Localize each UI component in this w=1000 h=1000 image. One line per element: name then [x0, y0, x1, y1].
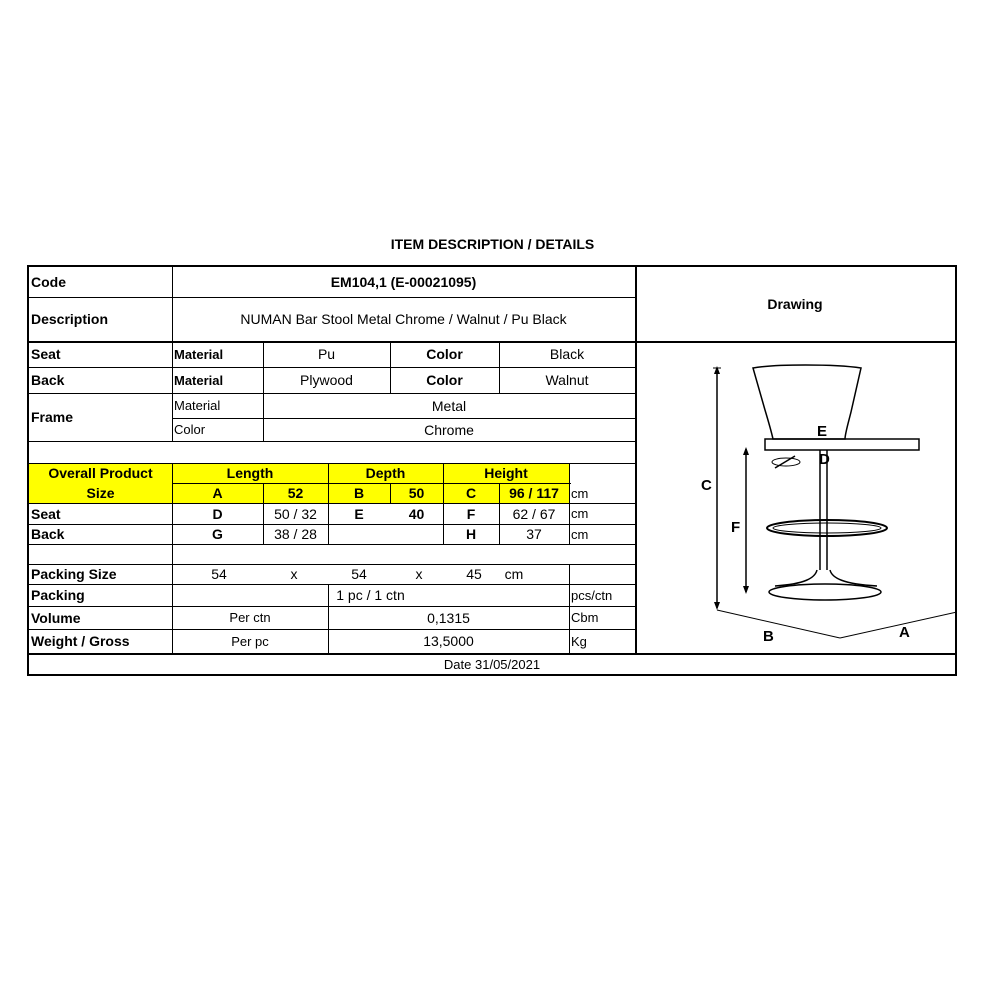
seat-material-value: Pu [317, 346, 336, 362]
seat-material-label: Material [174, 346, 224, 362]
dim-a-value: 52 [287, 485, 304, 501]
dim-b-value: 50 [408, 485, 425, 501]
back-material-label: Material [174, 372, 224, 388]
weight-label: Weight / Gross [31, 633, 130, 649]
dim-f-value: 62 / 67 [512, 505, 556, 522]
code-label: Code [31, 274, 66, 290]
frame-color-label: Color [174, 422, 206, 437]
sheet-title: ITEM DESCRIPTION / DETAILS [390, 236, 595, 252]
dim-g-value: 38 / 28 [274, 526, 317, 542]
date-text: Date 31/05/2021 [443, 657, 541, 672]
back-label: Back [31, 372, 65, 388]
letter-d: D [819, 451, 830, 468]
frame-material-value: Metal [431, 397, 467, 414]
height-label: Height [484, 465, 528, 481]
dim-c-value: 96 / 117 [509, 485, 559, 501]
volume-label: Volume [31, 609, 81, 626]
back-material-value: Plywood [300, 372, 353, 388]
letter-a: A [899, 624, 910, 641]
dim-h-letter: H [465, 526, 477, 542]
dim-back-unit: cm [571, 526, 589, 542]
stool-drawing [665, 342, 957, 654]
dim-back-label: Back [31, 526, 65, 542]
seat-color-value: Black [549, 346, 585, 362]
frame-label: Frame [31, 409, 74, 425]
weight-per: Per pc [231, 633, 269, 649]
volume-value: 0,1315 [427, 609, 470, 626]
description-label: Description [31, 311, 109, 327]
packing-value: 1 pc / 1 ctn [336, 587, 405, 603]
description-value: NUMAN Bar Stool Metal Chrome / Walnut / Pu Black [240, 311, 567, 327]
dim-seat-unit: cm [571, 506, 589, 521]
depth-label: Depth [365, 465, 406, 481]
letter-f: F [731, 519, 741, 536]
drawing-label: Drawing [767, 296, 823, 312]
packing-size-unit: cm [504, 566, 524, 582]
frame-material-label: Material [174, 398, 221, 413]
dim-g-letter: G [212, 526, 223, 542]
volume-unit: Cbm [571, 610, 599, 625]
dim-overall-unit: cm [571, 485, 589, 501]
letter-b: B [763, 628, 774, 645]
overall-label-2: Size [86, 485, 115, 501]
spec-sheet [27, 265, 957, 676]
bar-stool-diagram [665, 342, 957, 654]
packing-size-length: 54 [211, 566, 227, 582]
packing-size-width: 54 [351, 566, 367, 582]
dim-seat-label: Seat [31, 505, 61, 522]
volume-per: Per ctn [229, 610, 271, 625]
weight-value: 13,5000 [423, 633, 474, 649]
back-color-label: Color [426, 372, 463, 388]
dim-e-value: 40 [408, 505, 425, 522]
dim-b-letter: B [353, 485, 365, 501]
packing-size-x2: x [415, 566, 423, 582]
dim-f-letter: F [466, 505, 476, 522]
back-color-value: Walnut [545, 372, 589, 388]
frame-color-value: Chrome [424, 421, 474, 438]
dim-c-letter: C [465, 485, 477, 501]
letter-c: C [701, 477, 712, 494]
seat-label: Seat [31, 346, 61, 362]
packing-size-x1: x [290, 566, 298, 582]
packing-size-height: 45 [466, 566, 482, 582]
overall-label-1: Overall Product [48, 465, 153, 481]
code-value: EM104,1 (E-00021095) [330, 274, 477, 290]
weight-unit: Kg [571, 633, 587, 649]
dim-a-letter: A [212, 485, 223, 501]
seat-color-label: Color [426, 346, 463, 362]
dim-d-value: 50 / 32 [274, 505, 317, 522]
letter-e: E [817, 423, 828, 440]
packing-size-label: Packing Size [31, 566, 117, 582]
dim-h-value: 37 [526, 526, 542, 542]
dim-e-letter: E [354, 505, 364, 522]
length-label: Length [226, 465, 274, 481]
packing-unit: pcs/ctn [571, 587, 613, 603]
packing-label: Packing [31, 587, 85, 603]
dim-d-letter: D [212, 505, 223, 522]
